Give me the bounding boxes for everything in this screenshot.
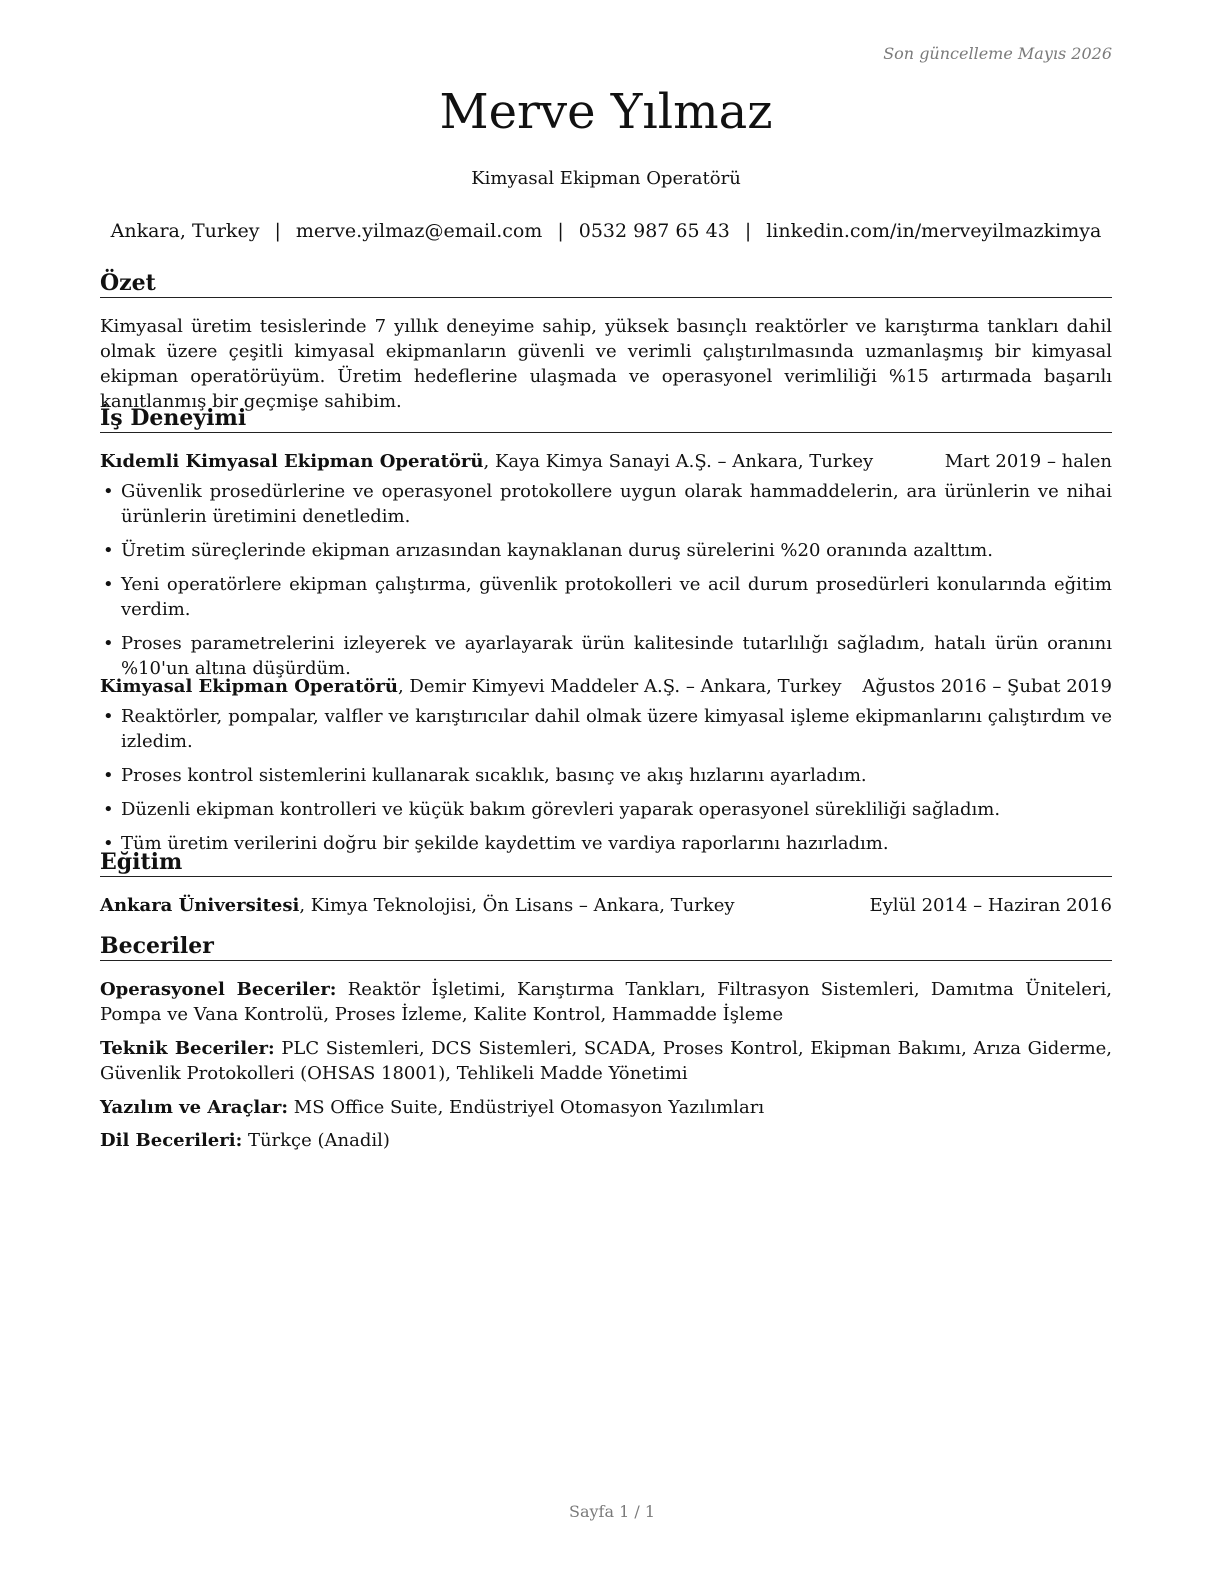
skill-group bbox=[100, 1095, 1112, 1120]
list-item bbox=[100, 479, 1112, 529]
bullet-icon: • bbox=[103, 765, 114, 786]
bullet-text: Güvenlik prosedürlerine ve operasyonel protokollere uygun olarak hammaddelerin, ara ürünlerin ve nihai ürünlerin üretimini denetledim. bbox=[121, 481, 1112, 527]
contact-email[interactable]: merve.yilmaz@email.com bbox=[295, 220, 543, 242]
skill-label: Operasyonel Beceriler: bbox=[100, 979, 337, 1000]
candidate-name: Merve Yılmaz bbox=[439, 84, 773, 140]
section-heading-education: Eğitim bbox=[100, 849, 1112, 877]
bullet-icon: • bbox=[103, 574, 114, 595]
summary-text: Kimyasal üretim tesislerinde 7 yıllık deneyime sahip, yüksek basınçlı reaktörler ve karıştırma tankları dahil olmak üzere çeşitli kimyasal ekipmanların güvenli ve verimli çalıştırılmasında uzmanlaşmış bir kimyasal ekipman operatörüyüm. Üretim hedeflerine ulaşmada ve operasyonel verimliliği %15 artırmada başarılı kanıtlanmış bir geçmişe sahibim. bbox=[100, 316, 1112, 412]
skill-label: Dil Becerileri: bbox=[100, 1130, 243, 1151]
education-school-details bbox=[100, 893, 735, 918]
skill-text: MS Office Suite, Endüstriyel Otomasyon Yazılımları bbox=[288, 1097, 765, 1118]
bullet-icon: • bbox=[103, 481, 114, 502]
job-company: , Kaya Kimya Sanayi A.Ş. – Ankara, Turkey bbox=[483, 451, 874, 472]
skill-text: PLC Sistemleri, DCS Sistemleri, SCADA, Proses Kontrol, Ekipman Bakımı, Arıza Giderme, Güvenlik Protokolleri (OHSAS 18001), Tehlikeli Madde Yönetimi bbox=[100, 1038, 1113, 1084]
job-role: Kimyasal Ekipman Operatörü bbox=[100, 676, 398, 697]
bullet-text: Proses kontrol sistemlerini kullanarak sıcaklık, basınç ve akış hızlarını ayarladım. bbox=[121, 765, 867, 786]
candidate-title: Kimyasal Ekipman Operatörü bbox=[471, 168, 741, 189]
bullet-icon: • bbox=[103, 540, 114, 561]
job-header bbox=[100, 449, 1112, 474]
contact-line bbox=[100, 220, 1112, 242]
list-item bbox=[100, 797, 1112, 822]
job-title-company bbox=[100, 674, 842, 699]
job-dates: Ağustos 2016 – Şubat 2019 bbox=[862, 676, 1112, 697]
list-item bbox=[100, 538, 1112, 563]
skill-text: Reaktör İşletimi, Karıştırma Tankları, Filtrasyon Sistemleri, Damıtma Üniteleri, Pompa ve Vana Kontrolü, Proses İzleme, Kalite Kontrol, Hammadde İşleme bbox=[100, 979, 1112, 1025]
job-dates: Mart 2019 – halen bbox=[944, 451, 1112, 472]
job-title-company bbox=[100, 449, 873, 474]
skill-label: Teknik Beceriler: bbox=[100, 1038, 275, 1059]
education-entry bbox=[100, 893, 1112, 918]
education-dates: Eylül 2014 – Haziran 2016 bbox=[869, 895, 1112, 916]
bullet-text: Üretim süreçlerinde ekipman arızasından kaynaklanan duruş sürelerini %20 oranında azalttım. bbox=[121, 540, 993, 561]
last-updated-note: Son güncelleme Mayıs 2026 bbox=[883, 44, 1112, 63]
education-details: , Kimya Teknolojisi, Ön Lisans – Ankara, Turkey bbox=[299, 895, 735, 916]
list-item bbox=[100, 572, 1112, 622]
contact-location: Ankara, Turkey bbox=[110, 220, 260, 242]
section-heading-summary: Özet bbox=[100, 270, 1112, 298]
list-item bbox=[100, 704, 1112, 754]
skill-group bbox=[100, 1036, 1112, 1086]
section-heading-experience: İş Deneyimi bbox=[100, 405, 1112, 433]
page-number: Sayfa 1 / 1 bbox=[568, 1502, 655, 1521]
section-heading-skills: Beceriler bbox=[100, 933, 1112, 961]
bullet-text: Reaktörler, pompalar, valfler ve karıştırıcılar dahil olmak üzere kimyasal işleme ekipmanlarını çalıştırdım ve izledim. bbox=[121, 706, 1112, 752]
contact-separator: | bbox=[744, 220, 752, 242]
bullet-icon: • bbox=[103, 799, 114, 820]
job-header bbox=[100, 674, 1112, 699]
bullet-text: Tüm üretim verilerini doğru bir şekilde kaydettim ve vardiya raporlarını hazırladım. bbox=[121, 833, 889, 854]
bullet-icon: • bbox=[103, 706, 114, 727]
skill-group bbox=[100, 977, 1112, 1027]
job-bullets bbox=[100, 479, 1112, 690]
bullet-text: Yeni operatörlere ekipman çalıştırma, güvenlik protokolleri ve acil durum prosedürleri konularında eğitim verdim. bbox=[121, 574, 1112, 620]
job-bullets bbox=[100, 704, 1112, 865]
contact-separator: | bbox=[557, 220, 564, 242]
contact-phone: 0532 987 65 43 bbox=[578, 220, 730, 242]
skill-label: Yazılım ve Araçlar: bbox=[100, 1097, 289, 1118]
job-role: Kıdemli Kimyasal Ekipman Operatörü bbox=[100, 451, 484, 472]
education-school: Ankara Üniversitesi bbox=[100, 895, 300, 916]
bullet-text: Proses parametrelerini izleyerek ve ayarlayarak ürün kalitesinde tutarlılığı sağladım, hatalı ürün oranını %10'un altına düşürdüm. bbox=[121, 633, 1112, 679]
bullet-icon: • bbox=[103, 833, 114, 854]
bullet-icon: • bbox=[103, 633, 114, 654]
job-company: , Demir Kimyevi Maddeler A.Ş. – Ankara, Turkey bbox=[397, 676, 842, 697]
skill-group bbox=[100, 1128, 1112, 1153]
contact-linkedin[interactable]: linkedin.com/in/merveyilmazkimya bbox=[766, 220, 1102, 242]
bullet-text: Düzenli ekipman kontrolleri ve küçük bakım görevleri yaparak operasyonel sürekliliği sağladım. bbox=[121, 799, 1001, 820]
list-item bbox=[100, 763, 1112, 788]
contact-separator: | bbox=[274, 220, 281, 242]
skill-text: Türkçe (Anadil) bbox=[242, 1130, 390, 1151]
